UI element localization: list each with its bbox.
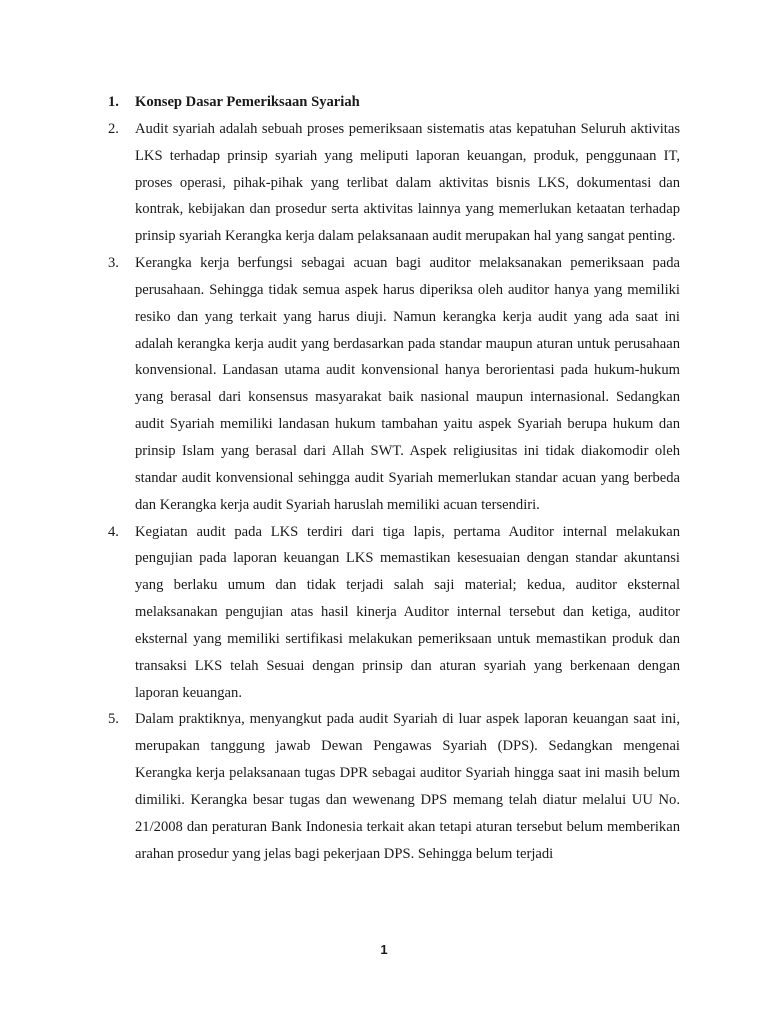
list-item-number: 1. xyxy=(108,94,119,110)
list-item-heading xyxy=(108,89,680,116)
list-item-number: 4. xyxy=(108,523,119,540)
paragraph-text: Kegiatan audit pada LKS terdiri dari tiga lapis, pertama Auditor internal melakukan pengujian pada laporan keuangan LKS memastikan kesesuaian dengan standar akuntansi yang berlaku umum dan tidak terjadi salah saji material; kedua, auditor eksternal melaksanakan pengujian atas hasil kinerja Auditor internal tersebut dan ketiga, auditor eksternal yang memiliki sertifikasi melakukan pemeriksaan untuk memastikan produk dan transaksi LKS telah Sesuai dengan prinsip dan aturan syariah yang berkenaan dengan laporan keuangan. xyxy=(135,523,680,701)
paragraph-text: Audit syariah adalah sebuah proses pemeriksaan sistematis atas kepatuhan Seluruh aktivitas LKS terhadap prinsip syariah yang meliputi laporan keuangan, produk, penggunaan IT, proses operasi, pihak-pihak yang terlibat dalam aktivitas bisnis LKS, dokumentasi dan kontrak, kebijakan dan prosedur serta aktivitas lainnya yang memerlukan ketaatan terhadap prinsip syariah Kerangka kerja dalam pelaksanaan audit merupakan hal yang sangat penting. xyxy=(135,120,680,245)
list-item-number: 3. xyxy=(108,255,119,272)
section-heading: Konsep Dasar Pemeriksaan Syariah xyxy=(135,94,360,110)
list-item-number: 5. xyxy=(108,711,119,728)
list-item xyxy=(108,250,680,518)
page-number: 1 xyxy=(380,942,388,957)
list-item xyxy=(108,519,680,707)
list-item xyxy=(108,116,680,250)
numbered-list xyxy=(108,89,680,867)
paragraph-text: Dalam praktiknya, menyangkut pada audit Syariah di luar aspek laporan keuangan saat ini, merupakan tanggung jawab Dewan Pengawas Syariah (DPS). Sedangkan mengenai Kerangka kerja pelaksanaan tugas DPR sebagai auditor Syariah hingga saat ini masih belum dimiliki. Kerangka besar tugas dan wewenang DPS memang telah diatur melalui UU No. 21/2008 dan peraturan Bank Indonesia terkait akan tetapi aturan tersebut belum memberikan arahan prosedur yang jelas bagi pekerjaan DPS. Sehingga belum terjadi xyxy=(135,711,680,862)
paragraph-text: Kerangka kerja berfungsi sebagai acuan bagi auditor melaksanakan pemeriksaan pada perusahaan. Sehingga tidak semua aspek harus diperiksa oleh auditor hanya yang memiliki resiko dan yang terkait yang harus diuji. Namun kerangka kerja audit yang ada saat ini adalah kerangka kerja audit yang berdasarkan pada standar maupun aturan untuk perusahaan konvensional. Landasan utama audit konvensional hanya berorientasi pada hukum-hukum yang berasal dari konsensus masyarakat baik nasional maupun internasional. Sedangkan audit Syariah memiliki landasan hukum tambahan yaitu aspek Syariah berupa hukum dan prinsip Islam yang berasal dari Allah SWT. Aspek religiusitas ini tidak diakomodir oleh standar audit konvensional sehingga audit Syariah memerlukan standar acuan yang berbeda dan Kerangka kerja audit Syariah haruslah memiliki acuan tersendiri. xyxy=(135,255,680,513)
list-item-number: 2. xyxy=(108,120,119,137)
list-item xyxy=(108,706,680,867)
